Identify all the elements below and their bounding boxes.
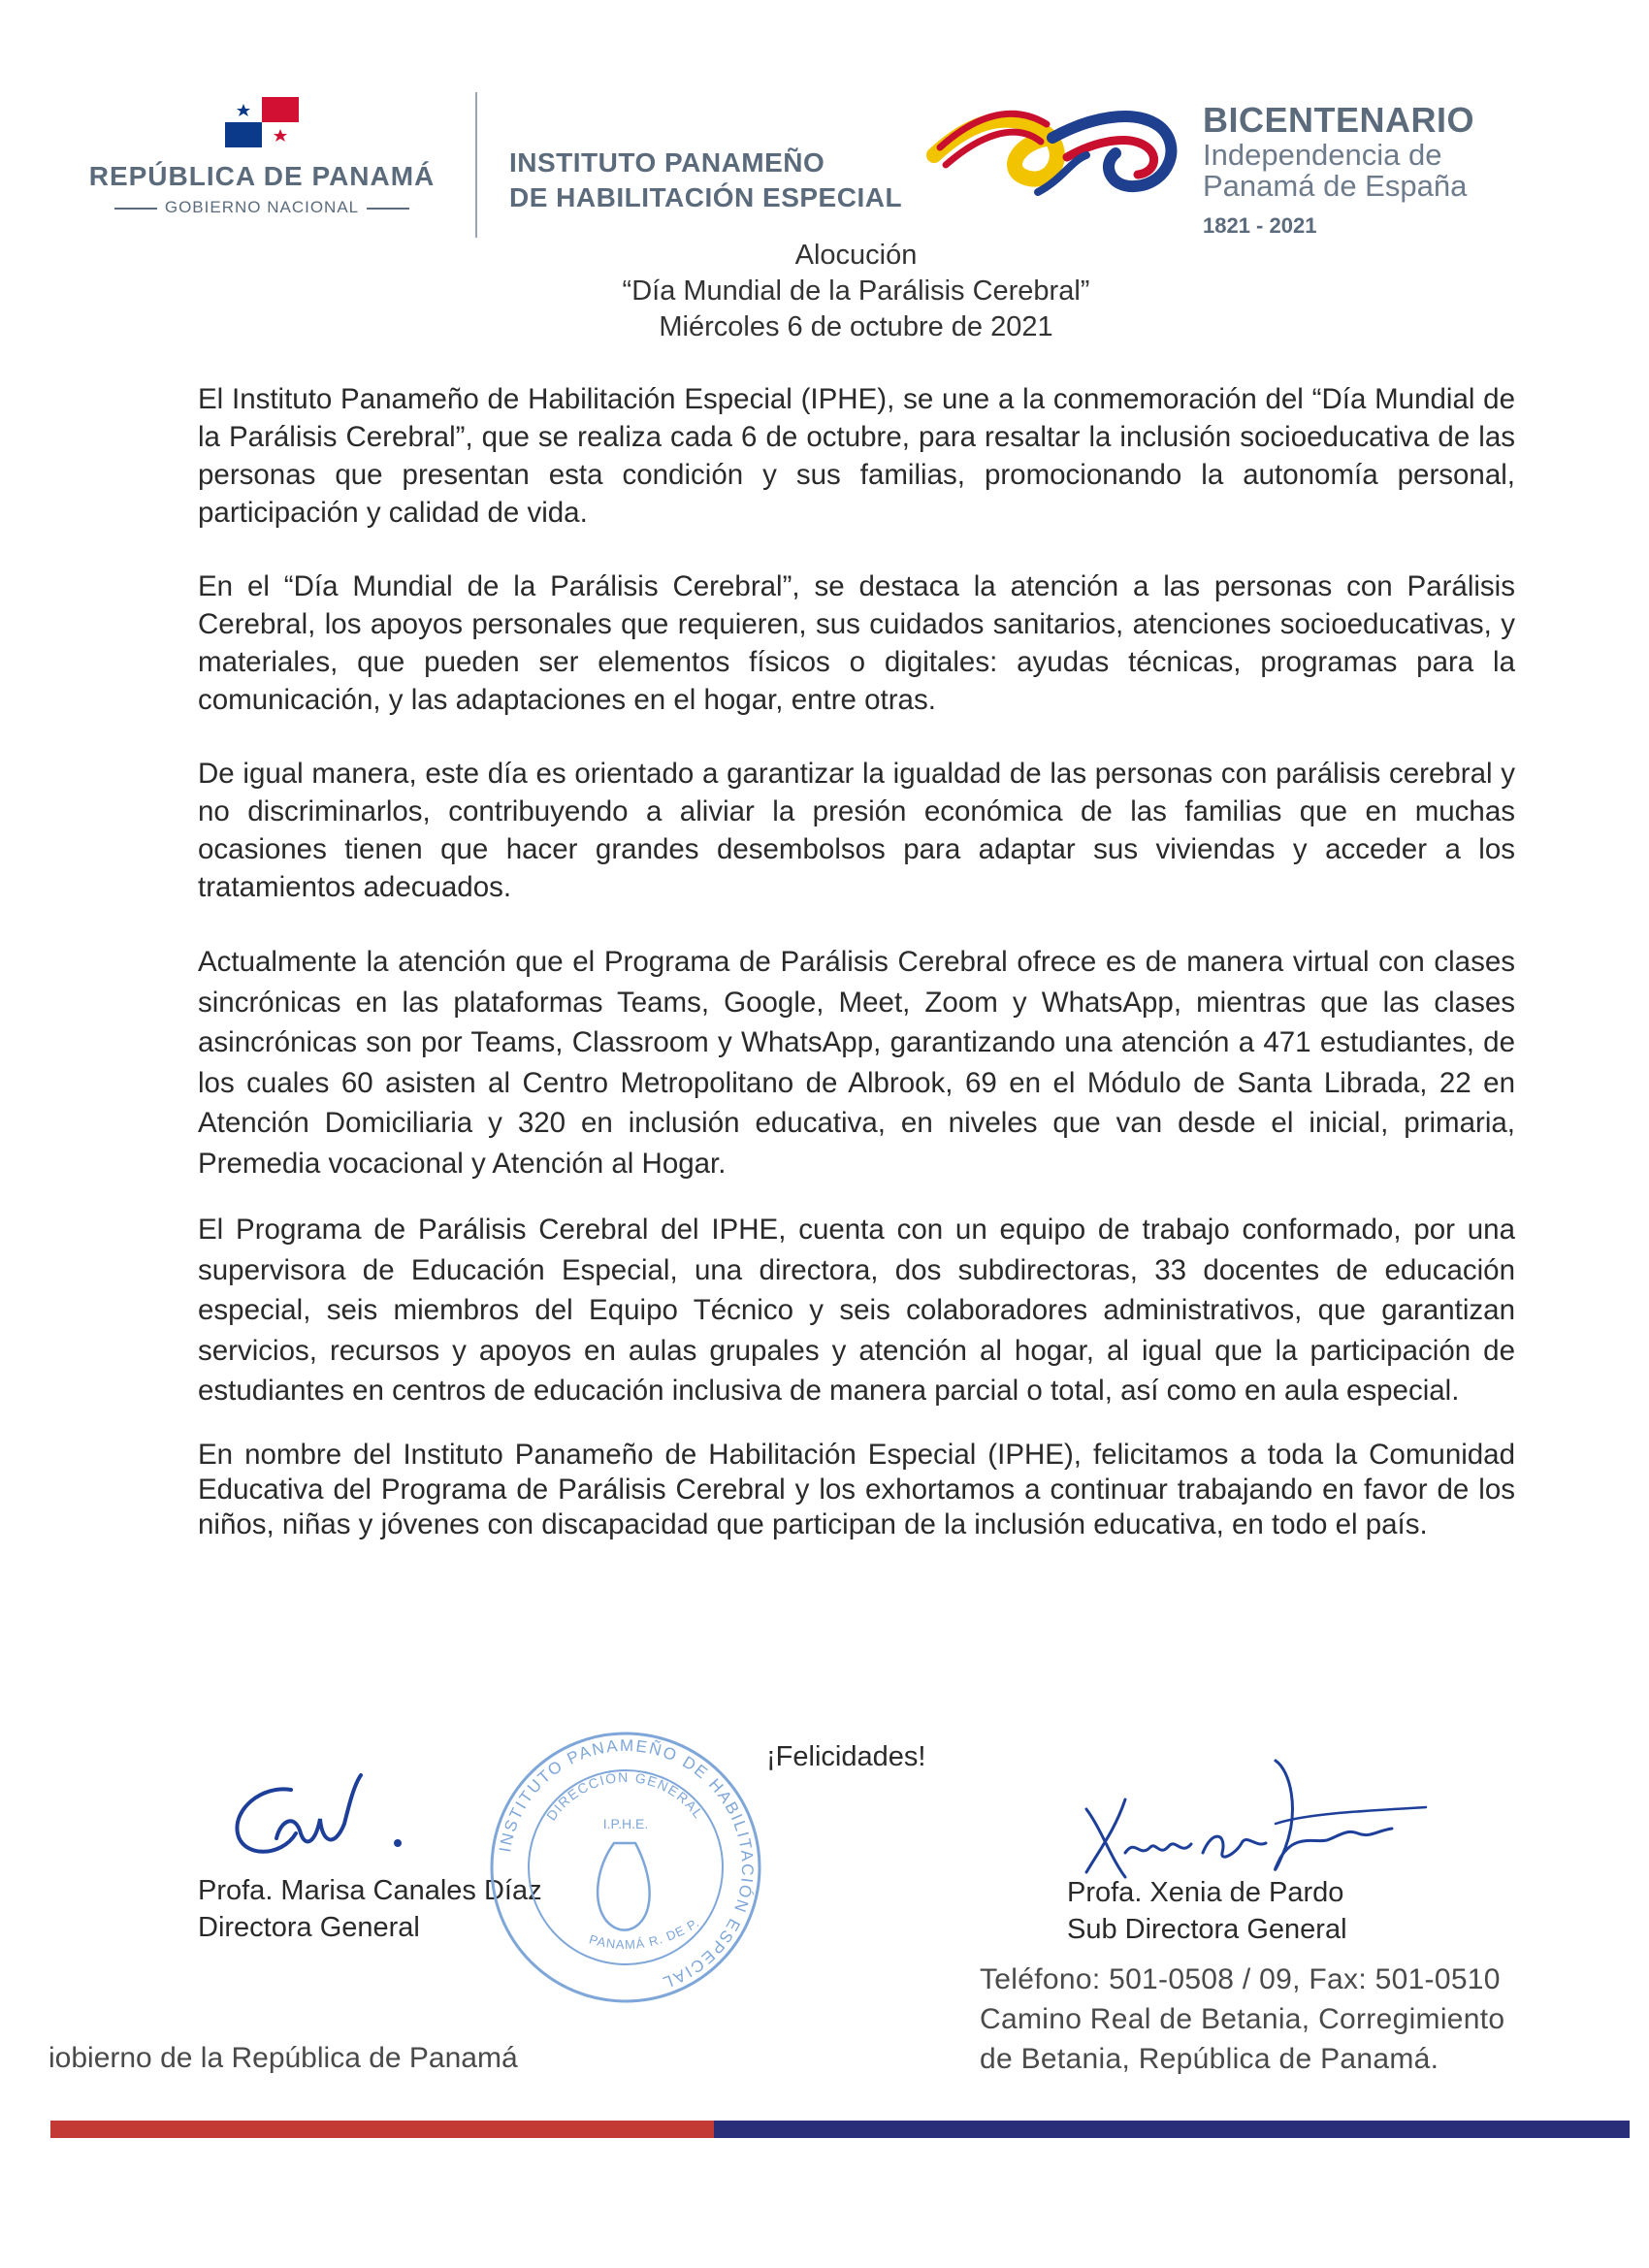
footer-color-bar	[50, 2121, 1630, 2138]
paragraph-1: El Instituto Panameño de Habilitación Especial (IPHE), se une a la conmemoración del “Día Mundial de la Parálisis Cerebral”, que se realiza cada 6 de octubre, para resaltar la inclusión socioeducativa de las personas que presentan esta condición y sus familias, promocionando la autonomía personal, participación y calidad de vida.	[198, 383, 1515, 529]
paragraph-2: En el “Día Mundial de la Parálisis Cerebral”, se destaca la atención a las personas con Parálisis Cerebral, los apoyos personales que requieren, sus cuidados sanitarios, atenciones socioeducativas, y materiales, que pueden ser elementos físicos o digitales: ayudas técnicas, programas para la comunicación, y las adaptaciones en el hogar, entre otras.	[198, 570, 1515, 716]
signatory-left-role: Directora General	[198, 1912, 420, 1943]
paragraph-4: Actualmente la atención que el Programa de Parálisis Cerebral ofrece es de manera virtual con clases sincrónicas en las plataformas Teams, Google, Meet, Zoom y WhatsApp, mientras que las clases asincrónicas son por Teams, Classroom y WhatsApp, garantizando una atención a 471 estudiantes, de los cuales 60 asisten al Centro Metropolitano de Albrook, 69 en el Módulo de Santa Librada, 22 en Atención Domiciliaria y 320 en inclusión educativa, en niveles que van desde el inicial, primaria, Premedia vocacional y Atención al Hogar.	[198, 946, 1515, 1180]
government-subtitle	[78, 198, 446, 217]
paragraph-6: En nombre del Instituto Panameño de Habilitación Especial (IPHE), felicitamos a toda la Comunidad Educativa del Programa de Parálisis Cerebral y los exhortamos a continuar trabajando en favor de los niños, niñas y jóvenes con discapacidad que participan de la inclusión educativa, en todo el país.	[198, 1438, 1515, 1540]
government-name: REPÚBLICA DE PANAMÁ	[88, 161, 436, 191]
institute-name-line1: INSTITUTO PANAMEÑO	[509, 147, 825, 178]
paragraph-3: De igual manera, este día es orientado a garantizar la igualdad de las personas con parálisis cerebral y no discriminarlos, contribuyendo a aliviar la presión económica de las familias que en muchas ocasiones tienen que hacer grandes desembolsos para adaptar sus viviendas y acceder a los tratamientos adecuados.	[198, 758, 1515, 903]
signatory-right-role: Sub Directora General	[1067, 1914, 1347, 1945]
bicentenario-line1: Independencia de	[1203, 138, 1442, 172]
title-line2: “Día Mundial de la Parálisis Cerebral”	[622, 275, 1090, 307]
footer-bar-red	[50, 2121, 714, 2138]
contact-address-line1: Camino Real de Betania, Corregimiento	[980, 2003, 1505, 2035]
title-line1: Alocución	[794, 240, 918, 271]
seal-outer-text: INSTITUTO PANAMEÑO DE HABILITACIÓN ESPECIAL	[496, 1735, 758, 1993]
signatory-left-name: Profa. Marisa Canales Díaz	[198, 1875, 542, 1906]
signature-left-icon	[223, 1766, 417, 1872]
institute-name	[509, 146, 902, 215]
seal-inner-text: DIRECCIÓN GENERAL	[543, 1768, 707, 1824]
header-divider	[475, 92, 477, 238]
contact-phone: Teléfono: 501-0508 / 09, Fax: 501-0510	[980, 1963, 1501, 1995]
closing-greeting: ¡Felicidades!	[766, 1741, 926, 1772]
government-logo	[78, 97, 446, 233]
signatory-right	[1067, 1874, 1347, 1948]
bicentenario-text	[1203, 101, 1474, 239]
bicentenario-ribbon-icon	[926, 87, 1193, 209]
institute-name-line2: DE HABILITACIÓN ESPECIAL	[509, 182, 903, 212]
panama-flag-icon	[225, 97, 299, 147]
signatory-right-name: Profa. Xenia de Pardo	[1067, 1877, 1344, 1908]
bicentenario-title: BICENTENARIO	[1203, 100, 1475, 140]
contact-address-line2: de Betania, República de Panamá.	[980, 2043, 1439, 2075]
contact-info	[980, 1960, 1504, 2079]
footer-government: iobierno de la República de Panamá	[48, 2042, 518, 2074]
signature-right-icon	[1067, 1751, 1436, 1887]
paragraph-5: El Programa de Parálisis Cerebral del IPHE, cuenta con un equipo de trabajo conformado, por una supervisora de Educación Especial, una directora, dos subdirectoras, 33 docentes de educación especial, seis miembros del Equipo Técnico y seis colaboradores administrativos, que garantizan servicios, recursos y apoyos en aulas grupales y atención al hogar, al igual que la participación de estudiantes en centros de educación inclusiva de manera parcial o total, así como en aula especial.	[198, 1214, 1515, 1407]
bicentenario-years: 1821 - 2021	[1203, 213, 1317, 238]
seal-center-text: I.P.H.E.	[602, 1816, 649, 1831]
document-title	[0, 238, 1649, 345]
bicentenario-line2: Panamá de España	[1203, 169, 1468, 203]
document-body	[198, 380, 1515, 1542]
title-line3: Miércoles 6 de octubre de 2021	[659, 311, 1053, 342]
government-subtitle-text: GOBIERNO NACIONAL	[164, 198, 360, 216]
footer-bar-blue	[714, 2121, 1630, 2138]
seal-bottom-text: PANAMÁ R. DE P.	[587, 1914, 702, 1953]
official-seal-icon	[480, 1722, 771, 2013]
